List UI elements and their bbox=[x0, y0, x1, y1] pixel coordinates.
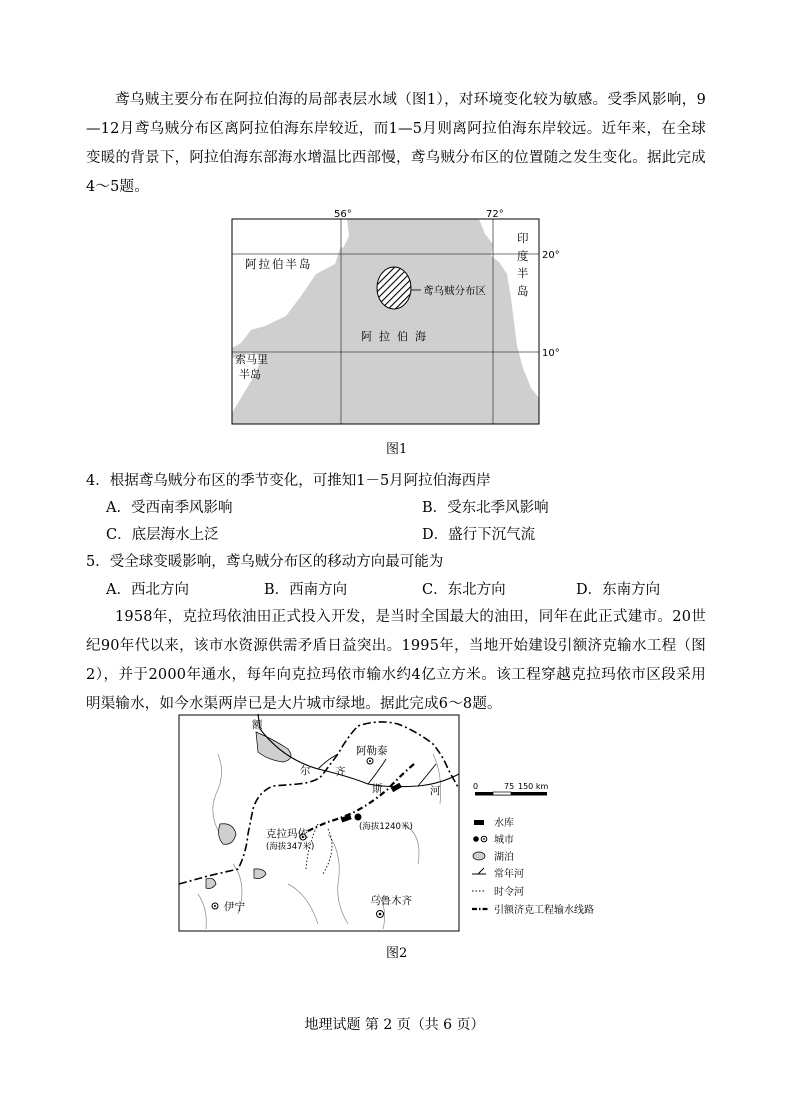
figure-2-map bbox=[178, 714, 616, 932]
passage-1: 鸢乌贼主要分布在阿拉伯海的局部表层水域（图1），对环境变化较为敏感。受季风影响，9—12月鸢乌贼分布区离阿拉伯海东岸较近，而1—5月则离阿拉伯海东岸较远。近年来，在全球变暖的背景下，阿拉伯海东部海水增温比西部慢，鸢乌贼分布区的位置随之发生变化。据此完成4～5题。 bbox=[86, 92, 706, 195]
q5-option-b: B．西南方向 bbox=[264, 582, 348, 598]
altay-label: 阿勒泰 bbox=[356, 745, 388, 757]
india-label-2: 度 bbox=[517, 249, 529, 263]
scale-bar bbox=[473, 782, 548, 795]
lat-10-label: 10° bbox=[542, 348, 560, 359]
squid-distribution-zone bbox=[377, 267, 411, 309]
page-footer: 地理试题 第 2 页（共 6 页） bbox=[304, 1017, 485, 1033]
q4-option-d: D．盛行下沉气流 bbox=[422, 527, 536, 543]
lon-72-label: 72° bbox=[486, 209, 504, 220]
river-label-er: 尔 bbox=[300, 765, 311, 777]
q5-option-c: C．东北方向 bbox=[422, 582, 506, 598]
legend-city: 城市 bbox=[494, 835, 514, 846]
legend-transfer-route: 引额济克工程输水线路 bbox=[494, 905, 594, 916]
legend-perennial-river: 常年河 bbox=[494, 869, 524, 880]
somali-label-2: 半岛 bbox=[239, 368, 261, 381]
question-4-stem: 4．根据鸢乌贼分布区的季节变化，可推知1－5月阿拉伯海西岸 bbox=[86, 473, 491, 489]
figure-1-caption: 图1 bbox=[386, 442, 408, 457]
q4-option-c: C．底层海水上泛 bbox=[106, 527, 219, 543]
river-label-si: 斯 bbox=[372, 783, 383, 795]
figure-2-caption: 图2 bbox=[386, 946, 408, 961]
squid-zone-label: 鸢乌贼分布区 bbox=[423, 285, 486, 297]
reservoir-elevation: (海拔1240米) bbox=[359, 822, 413, 832]
river-label-qi: 齐 bbox=[335, 766, 346, 778]
india-label-4: 岛 bbox=[517, 284, 529, 298]
legend bbox=[472, 816, 594, 916]
india-label-1: 印 bbox=[517, 231, 529, 245]
figure-1-map bbox=[231, 209, 560, 428]
arabian-sea-label: 阿 拉 伯 海 bbox=[361, 330, 426, 343]
q5-option-a: A．西北方向 bbox=[106, 582, 189, 598]
arabia-label: 阿拉伯半岛 bbox=[245, 257, 313, 271]
india-label-3: 半 bbox=[517, 266, 529, 280]
legend-reservoir: 水库 bbox=[494, 818, 514, 829]
lon-56-label: 56° bbox=[334, 209, 352, 220]
q4-option-a: A．受西南季风影响 bbox=[106, 500, 233, 516]
q4-option-b: B．受东北季风影响 bbox=[422, 500, 549, 516]
karamay-label: 克拉玛依 bbox=[266, 828, 308, 840]
river-label-he: 河 bbox=[430, 785, 441, 797]
scale-75: 75 bbox=[504, 782, 515, 791]
scale-0: 0 bbox=[473, 782, 479, 791]
somali-label-1: 索马里 bbox=[235, 353, 268, 366]
legend-lake: 湖泊 bbox=[494, 852, 514, 863]
legend-seasonal-river: 时令河 bbox=[494, 887, 524, 898]
q5-option-d: D．东南方向 bbox=[576, 582, 661, 598]
yining-label: 伊宁 bbox=[224, 901, 245, 913]
river-label-e: 额 bbox=[252, 719, 263, 731]
passage-2: 1958年，克拉玛依油田正式投入开发，是当时全国最大的油田，同年在此正式建市。20世纪90年代以来，该市水资源供需矛盾日益突出。1995年，当地开始建设引额济克输水工程（图2），并于2000年通水，每年向克拉玛依市输水约4亿立方米。该工程穿越克拉玛依市区段采用明渠输水，如今水渠两岸已是大片城市绿地。据此完成6～8题。 bbox=[86, 609, 706, 712]
lat-20-label: 20° bbox=[542, 250, 560, 261]
question-5-stem: 5．受全球变暖影响，鸢乌贼分布区的移动方向最可能为 bbox=[86, 554, 444, 570]
scale-150: 150 km bbox=[518, 782, 549, 791]
reservoir-elevation-point bbox=[355, 814, 362, 821]
urumqi-label: 乌鲁木齐 bbox=[370, 895, 412, 907]
karamay-elevation: (海拔347米) bbox=[266, 842, 315, 852]
